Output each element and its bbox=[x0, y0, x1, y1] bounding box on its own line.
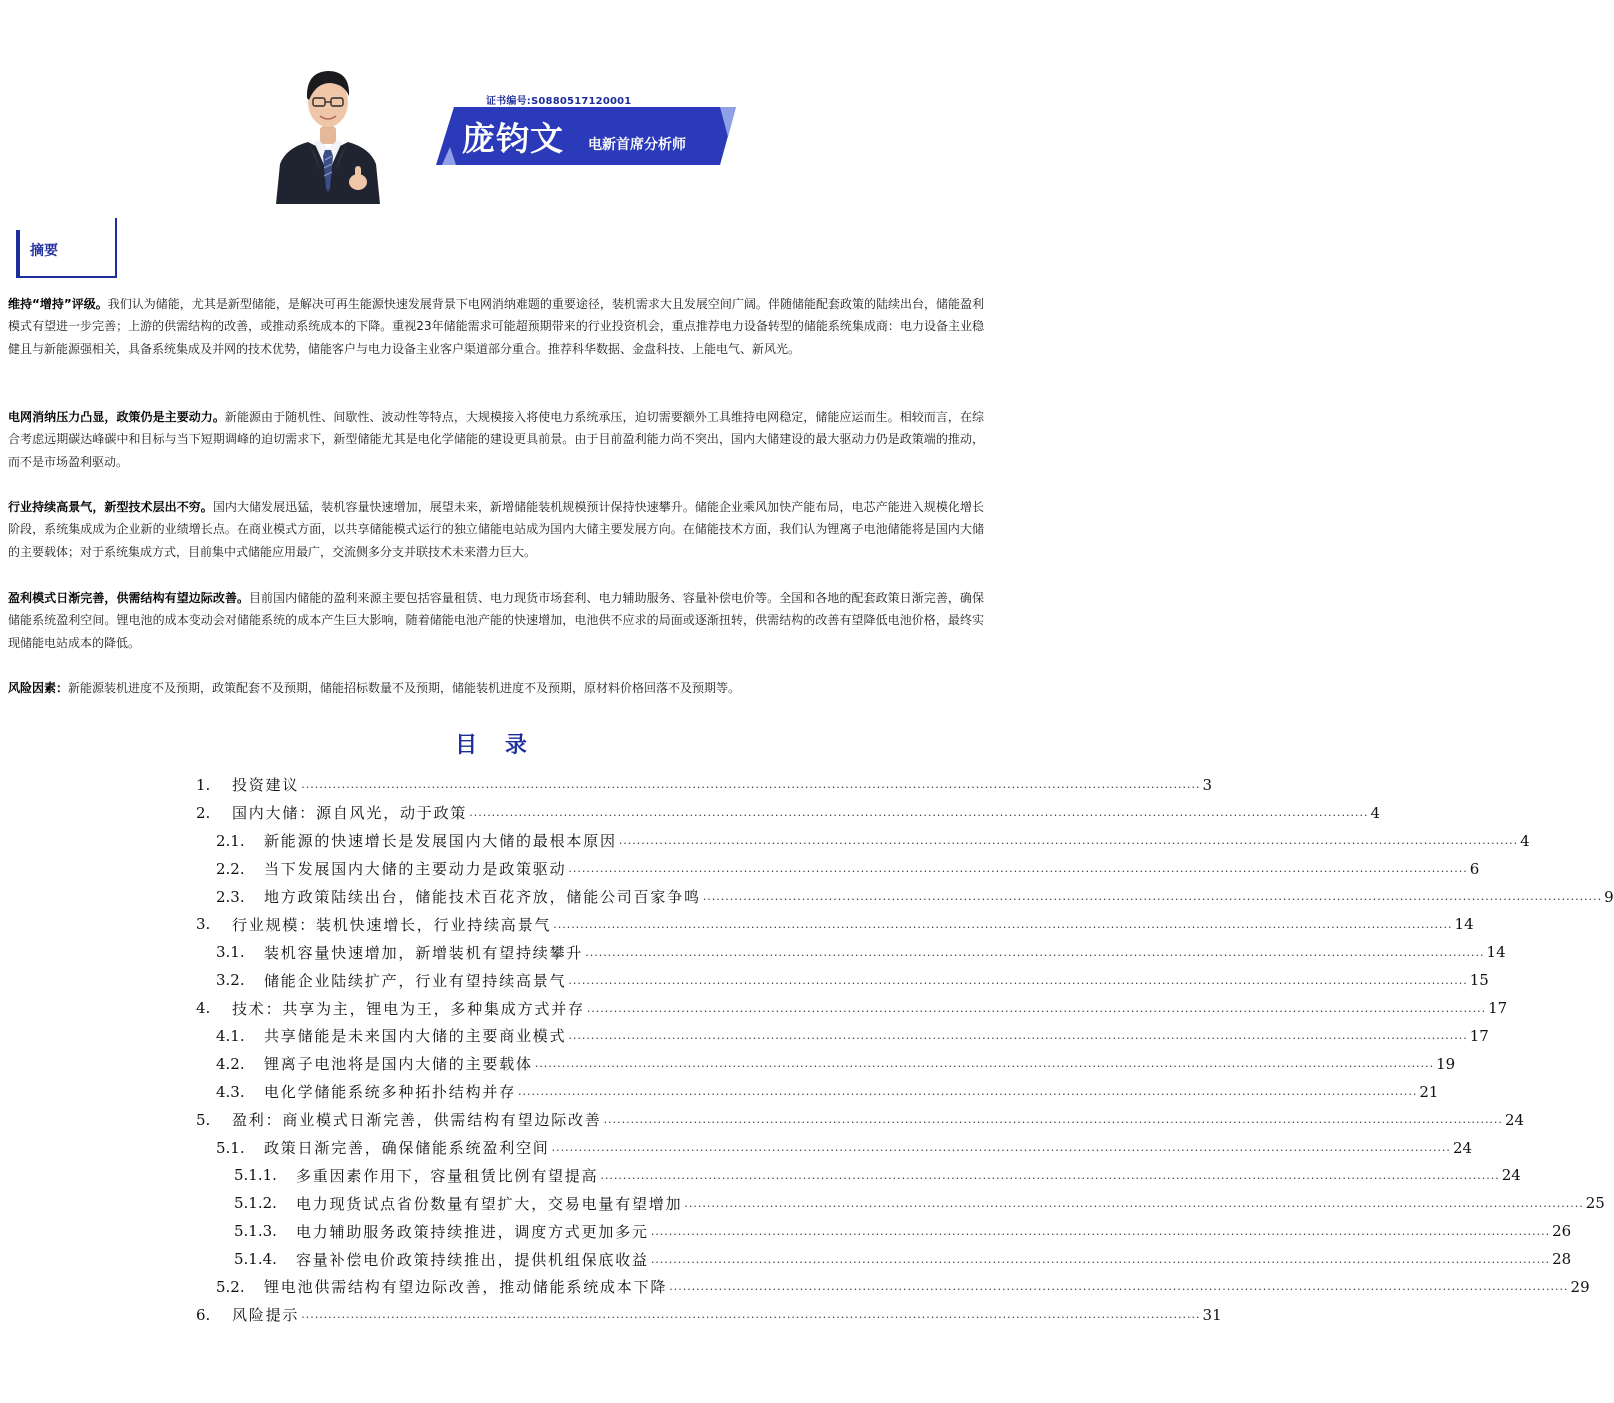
toc-entry[interactable] bbox=[196, 855, 1480, 883]
toc-entry[interactable] bbox=[196, 827, 1530, 855]
toc-entry-title: 锂电池供需结构有望边际改善，推动储能系统成本下降 bbox=[264, 1278, 668, 1297]
toc-entry-page: 15 bbox=[1469, 971, 1489, 990]
toc-entry-title: 地方政策陆续出台，储能技术百花齐放，储能公司百家争鸣 bbox=[264, 888, 701, 906]
toc-entry-page: 9 bbox=[1604, 887, 1614, 906]
toc-entry-title: 电力现货试点省份数量有望扩大，交易电量有望增加 bbox=[296, 1194, 683, 1213]
abstract-paragraph-profit-model bbox=[8, 587, 984, 654]
toc-leader-dots: ........................................................................................................................................................................................................ bbox=[650, 1224, 1551, 1238]
toc-entry-number: 2.3. bbox=[216, 887, 245, 906]
toc-entry-number: 4.1. bbox=[216, 1026, 245, 1045]
toc-entry-page: 26 bbox=[1552, 1222, 1572, 1241]
toc-entry-title: 容量补偿电价政策持续推出，提供机组保底收益 bbox=[296, 1250, 649, 1269]
toc-leader-dots: ........................................................................................................................................................................................................ bbox=[600, 1168, 1500, 1182]
paragraph-lead: 电网消纳压力凸显，政策仍是主要动力。 bbox=[8, 410, 225, 424]
toc-entry-number: 4.2. bbox=[216, 1054, 245, 1073]
toc-entry-number: 3.1. bbox=[216, 943, 245, 962]
toc-entry-title: 锂离子电池将是国内大储的主要载体 bbox=[264, 1055, 533, 1074]
toc-entry-title: 盈利：商业模式日渐完善，供需结构有望边际改善 bbox=[232, 1111, 602, 1130]
toc-entry-number: 3.2. bbox=[216, 971, 245, 990]
abstract-border-right bbox=[115, 218, 117, 278]
toc-entry[interactable] bbox=[196, 1106, 1525, 1134]
toc-entry-number: 5.1.2. bbox=[234, 1194, 277, 1213]
paragraph-text: 我们认为储能，尤其是新型储能，是解决可再生能源快速发展背景下电网消纳难题的重要途径，装机需求大且发展空间广阔。伴随储能配套政策的陆续出台，储能盈利模式有望进一步完善；上游的供需结构的改善，或推动系统成本的下降。重视23年储能需求可能超预期带来的行业投资机会，重点推荐电力设备转型的储能系统集成商：电力设备主业稳健且与新能源强相关，具备系统集成及并网的技术优势，储能客户与电力设备主业客户渠道部分重合。推荐科华数据、金盘科技、上能电气、新风光。 bbox=[8, 297, 984, 356]
toc-leader-dots: ........................................................................................................................................................................................................ bbox=[669, 1280, 1569, 1294]
paragraph-lead: 维持“增持”评级。 bbox=[8, 297, 108, 311]
toc-leader-dots: ........................................................................................................................................................................................................ bbox=[301, 778, 1201, 792]
toc-entry[interactable] bbox=[196, 883, 1614, 911]
toc-entry[interactable] bbox=[196, 1189, 1605, 1217]
toc-entry-page: 28 bbox=[1552, 1250, 1572, 1269]
toc-entry-title: 装机容量快速增加，新增装机有望持续攀升 bbox=[264, 943, 584, 962]
toc-leader-dots: ........................................................................................................................................................................................................ bbox=[585, 945, 1485, 959]
abstract-accent-bar bbox=[16, 230, 20, 277]
toc-leader-dots: ........................................................................................................................................................................................................ bbox=[618, 834, 1519, 848]
toc-entry[interactable] bbox=[196, 1273, 1590, 1301]
toc-entry-page: 31 bbox=[1202, 1305, 1222, 1324]
toc-entry-page: 19 bbox=[1436, 1054, 1456, 1073]
paragraph-lead: 行业持续高景气，新型技术层出不穷。 bbox=[8, 500, 213, 514]
certificate-number: 证书编号:S0880517120001 bbox=[486, 96, 632, 107]
toc-entry[interactable] bbox=[196, 1245, 1572, 1273]
toc-leader-dots: ........................................................................................................................................................................................................ bbox=[650, 1252, 1551, 1266]
toc-entry-title: 投资建议 bbox=[232, 776, 300, 795]
toc-entry-number: 5.2. bbox=[216, 1277, 245, 1296]
toc-entry[interactable] bbox=[196, 1050, 1456, 1078]
toc-entry[interactable] bbox=[196, 771, 1213, 799]
toc-entry[interactable] bbox=[196, 1078, 1439, 1106]
toc-entry-page: 24 bbox=[1452, 1138, 1473, 1157]
toc-leader-dots: ........................................................................................................................................................................................................ bbox=[568, 973, 1468, 987]
toc-entry-title: 风险提示 bbox=[232, 1306, 300, 1325]
toc-entry-page: 21 bbox=[1419, 1082, 1439, 1101]
toc-entry-page: 24 bbox=[1504, 1110, 1525, 1129]
abstract-paragraph-industry bbox=[8, 496, 984, 563]
toc-entry-page: 29 bbox=[1570, 1277, 1590, 1296]
toc-entry-number: 5.1.1. bbox=[234, 1166, 277, 1185]
toc-leader-dots: ........................................................................................................................................................................................................ bbox=[684, 1196, 1584, 1210]
toc-entry-page: 17 bbox=[1469, 1026, 1489, 1045]
toc-leader-dots: ........................................................................................................................................................................................................ bbox=[586, 1001, 1487, 1015]
abstract-paragraph-grid-pressure bbox=[8, 406, 984, 473]
toc-entry-page: 14 bbox=[1454, 915, 1474, 934]
paragraph-lead: 风险因素： bbox=[8, 681, 69, 695]
toc-entry-page: 6 bbox=[1469, 859, 1480, 878]
toc-leader-dots: ........................................................................................................................................................................................................ bbox=[568, 1029, 1468, 1043]
toc-entry-page: 17 bbox=[1488, 999, 1508, 1018]
abstract-paragraph-risk bbox=[8, 677, 984, 699]
toc-entry-number: 4.3. bbox=[216, 1082, 245, 1101]
toc-entry-number: 1. bbox=[196, 775, 211, 794]
paragraph-text: 新能源由于随机性、间歇性、波动性等特点，大规模接入将使电力系统承压，迫切需要额外工具维持电网稳定，储能应运而生。相较而言，在综合考虑远期碳达峰碳中和目标与当下短期调峰的迫切需求下，新型储能尤其是电化学储能的建设更具前景。由于目前盈利能力尚不突出，国内大储建设的最大驱动力仍是政策端的推动，而不是市场盈利驱动。 bbox=[8, 410, 984, 469]
paragraph-text: 新能源装机进度不及预期，政策配套不及预期，储能招标数量不及预期，储能装机进度不及预期，原材料价格回落不及预期等。 bbox=[68, 681, 741, 695]
paragraph-text: 目前国内储能的盈利来源主要包括容量租赁、电力现货市场套利、电力辅助服务、容量补偿电价等。全国和各地的配套政策日渐完善，确保储能系统盈利空间。锂电池的成本变动会对储能系统的成本产生巨大影响，随着储能电池产能的快速增加，电池供不应求的局面或逐渐扭转，供需结构的改善有望降低电池价格，最终实现储能电站成本的降低。 bbox=[8, 591, 984, 650]
toc-entry-title: 储能企业陆续扩产，行业有望持续高景气 bbox=[264, 971, 567, 990]
toc-entry-number: 5. bbox=[196, 1110, 211, 1129]
abstract-paragraph-rating bbox=[8, 293, 984, 360]
abstract-label: 摘要 bbox=[30, 243, 58, 259]
toc-entry[interactable] bbox=[196, 1217, 1572, 1245]
toc-entry-number: 3. bbox=[196, 915, 211, 934]
toc-leader-dots: ........................................................................................................................................................................................................ bbox=[568, 862, 1468, 876]
toc-entry-title: 政策日渐完善，确保储能系统盈利空间 bbox=[264, 1139, 550, 1158]
analyst-portrait-icon bbox=[272, 56, 384, 204]
toc-entry-title: 多重因素作用下，容量租赁比例有望提高 bbox=[296, 1166, 599, 1185]
toc-entry[interactable] bbox=[196, 1161, 1521, 1189]
analyst-name: 庞钧文 bbox=[462, 119, 564, 158]
paragraph-lead: 盈利模式日渐完善，供需结构有望边际改善。 bbox=[8, 591, 249, 605]
toc-entry-page: 14 bbox=[1486, 943, 1506, 962]
analyst-name-banner bbox=[436, 107, 736, 165]
toc-title: 目 录 bbox=[455, 732, 537, 758]
toc-entry-page: 3 bbox=[1202, 775, 1213, 794]
toc-entry-number: 2.1. bbox=[216, 831, 245, 850]
toc-entry[interactable] bbox=[196, 799, 1381, 827]
toc-entry-title: 技术：共享为主，锂电为王，多种集成方式并存 bbox=[232, 999, 585, 1018]
toc-entry[interactable] bbox=[196, 966, 1489, 994]
analyst-title: 电新首席分析师 bbox=[588, 137, 686, 153]
toc-entry-page: 4 bbox=[1370, 803, 1381, 822]
toc-leader-dots: ........................................................................................................................................................................................................ bbox=[702, 890, 1603, 903]
toc-entry-page: 4 bbox=[1520, 831, 1530, 850]
toc-entry[interactable] bbox=[196, 1301, 1222, 1329]
toc-entry[interactable] bbox=[196, 938, 1506, 966]
toc-entry-number: 4. bbox=[196, 999, 211, 1018]
toc-leader-dots: ........................................................................................................................................................................................................ bbox=[603, 1113, 1503, 1127]
paragraph-text: 国内大储发展迅猛，装机容量快速增加，展望未来，新增储能装机规模预计保持快速攀升。储能企业乘风加快产能布局，电芯产能进入规模化增长阶段，系统集成成为企业新的业绩增长点。在商业模式方面，以共享储能模式运行的独立储能电站成为国内大储主要发展方向。在储能技术方面，我们认为锂离子电池储能将是国内大储的主要载体；对于系统集成方式，目前集中式储能应用最广，交流侧多分支并联技术未来潜力巨大。 bbox=[8, 500, 984, 559]
toc-leader-dots: ........................................................................................................................................................................................................ bbox=[518, 1085, 1418, 1099]
toc-leader-dots: ........................................................................................................................................................................................................ bbox=[551, 1141, 1451, 1155]
toc-entry-title: 国内大储：源自风光，动于政策 bbox=[232, 804, 468, 823]
toc-entry-number: 5.1.3. bbox=[234, 1222, 277, 1241]
toc-entry-number: 5.1.4. bbox=[234, 1250, 277, 1269]
analyst-photo bbox=[272, 56, 384, 204]
toc-leader-dots: ........................................................................................................................................................................................................ bbox=[553, 917, 1453, 931]
toc-leader-dots: ........................................................................................................................................................................................................ bbox=[534, 1057, 1435, 1071]
toc-entry-title: 电力辅助服务政策持续推进，调度方式更加多元 bbox=[296, 1222, 649, 1241]
abstract-border-bottom bbox=[16, 276, 117, 278]
toc-leader-dots: ........................................................................................................................................................................................................ bbox=[301, 1308, 1201, 1322]
toc-entry-number: 5.1. bbox=[216, 1138, 245, 1157]
toc-entry[interactable] bbox=[196, 1022, 1489, 1050]
toc-entry[interactable] bbox=[196, 910, 1474, 938]
toc-entry-number: 2.2. bbox=[216, 859, 245, 878]
toc-entry-page: 25 bbox=[1585, 1194, 1605, 1213]
toc-entry-title: 当下发展国内大储的主要动力是政策驱动 bbox=[264, 860, 567, 879]
toc-entry-number: 6. bbox=[196, 1305, 211, 1324]
toc-entry-page: 24 bbox=[1501, 1166, 1521, 1185]
toc-entry-title: 共享储能是未来国内大储的主要商业模式 bbox=[264, 1027, 567, 1046]
toc-entry[interactable] bbox=[196, 994, 1508, 1022]
toc-entry-title: 新能源的快速增长是发展国内大储的最根本原因 bbox=[264, 832, 617, 851]
table-of-contents bbox=[196, 771, 1614, 1329]
toc-entry-title: 行业规模：装机快速增长，行业持续高景气 bbox=[232, 915, 552, 934]
toc-entry[interactable] bbox=[196, 1134, 1473, 1162]
toc-entry-title: 电化学储能系统多种拓扑结构并存 bbox=[264, 1083, 517, 1102]
abstract-heading-box bbox=[8, 218, 117, 278]
toc-leader-dots: ........................................................................................................................................................................................................ bbox=[469, 806, 1369, 820]
toc-entry-number: 2. bbox=[196, 803, 211, 822]
